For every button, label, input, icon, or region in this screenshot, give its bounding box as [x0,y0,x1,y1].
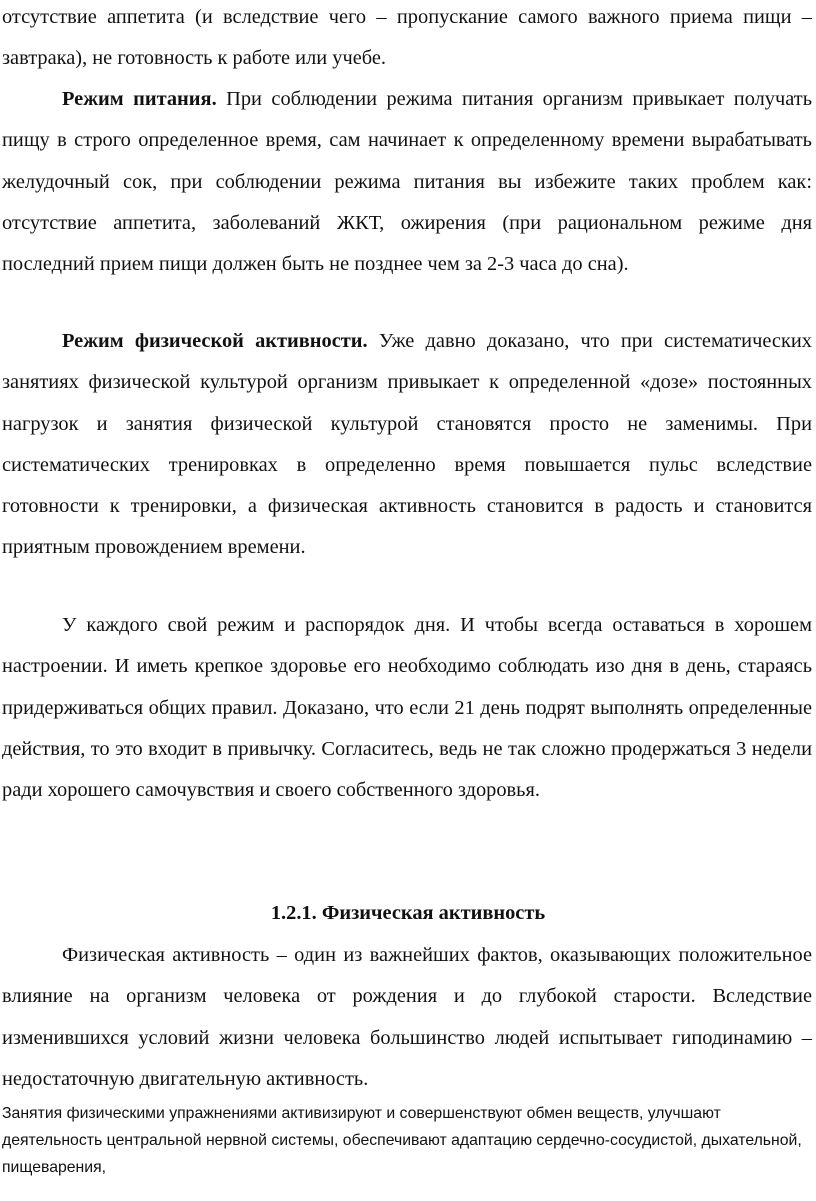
paragraph-lead: Режим питания. [62,88,217,110]
paragraph-text: У каждого свой режим и распорядок дня. И чтобы всегда оставаться в хорошем настроении. И иметь крепкое здоровье его необходимо соблюдать изо дня в день, стараясь придерживаться общих правил. Доказано, что если 21 день подрят выполнять определенные действия, то это входит в привычку. Согласитесь, ведь не так сложно продержаться 3 недели ради хорошего самочувствия и своего собственного здоровья. [2,614,812,802]
paragraph-exercise-effects [2,1100,802,1181]
paragraph-text: Физическая активность – один из важнейших фактов, оказывающих положительное влияние на организм человека от рождения и до глубокой старости. Вследствие изменившихся условий жизни человека большинство людей испытывает гиподинамию – недостаточную двигательную активность. [2,944,812,1090]
paragraph-text: При соблюдении режима питания организм привыкает получать пищу в строго определенное время, сам начинает к определенному времени вырабатывать желудочный сок, при соблюдении режима питания вы избежите таких проблем как: отсутствие аппетита, заболеваний ЖКТ, ожирения (при рациональном режиме дня последний прием пищи должен быть не позднее чем за 2-3 часа до сна). [2,88,812,276]
paragraph-text: Уже давно доказано, что при систематических занятиях физической культурой организм привыкает к определенной «дозе» постоянных нагрузок и занятия физической культурой становятся просто не заменимы. При систематических тренировках в определенно время повышается пульс вследствие готовности к тренировки, а физическая активность становится в радость и становится приятным провождением времени. [2,330,812,559]
paragraph-physical-activity-regime [2,321,812,569]
paragraph-text: отсутствие аппетита (и вследствие чего – пропускание самого важного приема пищи – завтрака), не готовность к работе или учебе. [2,6,812,70]
paragraph-daily-routine [2,605,812,811]
paragraph-physical-activity-intro [2,935,812,1100]
paragraph-nutrition-regime [2,79,812,285]
paragraph-text: Занятия физическими упражнениями активизируют и совершенствуют обмен веществ, улучшают деятельность центральной нервной системы, обеспечивают адаптацию сердечно-сосудистой, дыхательной, пищеварения, [2,1105,802,1176]
section-heading: 1.2.1. Физическая активность [270,902,546,924]
paragraph-lead: Режим физической активности. [62,330,368,352]
paragraph-appetite-continuation [2,0,812,80]
